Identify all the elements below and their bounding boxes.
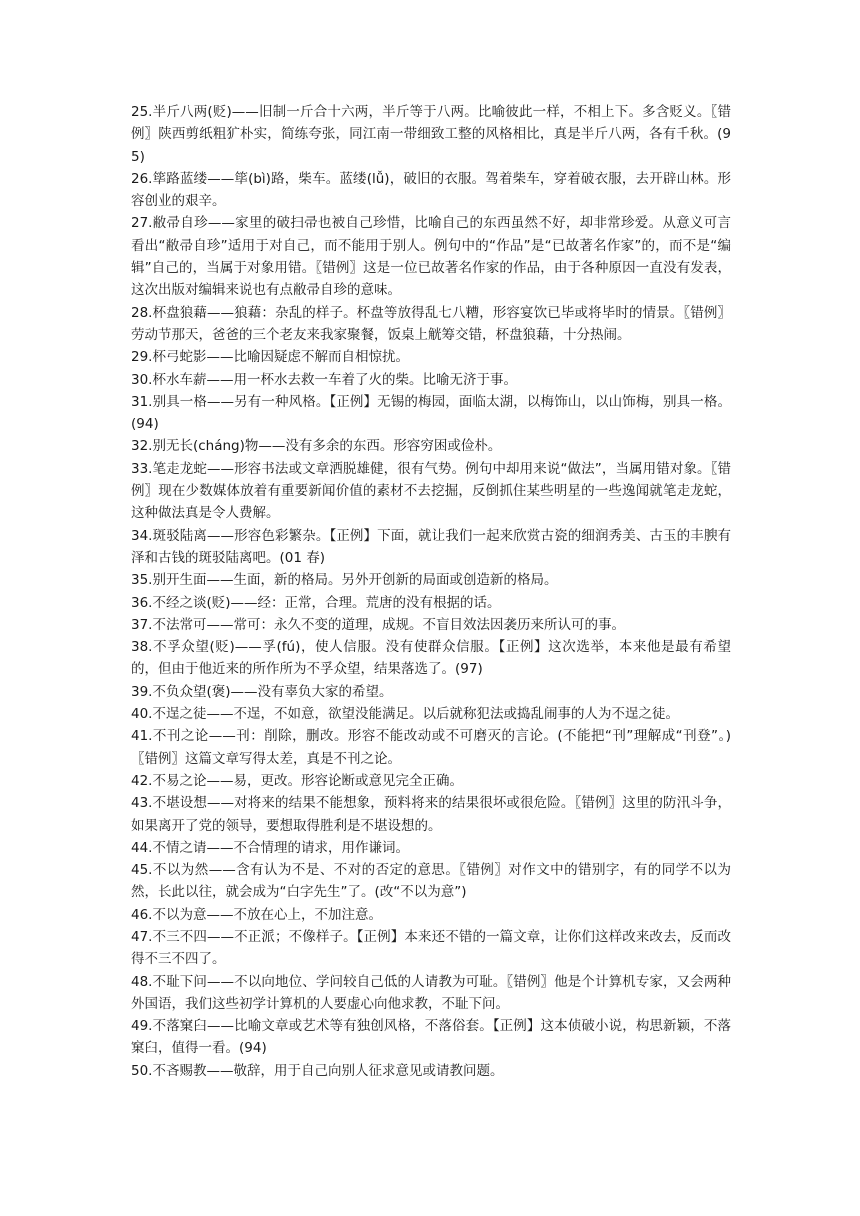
idiom-entry-30: 30.杯水车薪——用一杯水去救一车着了火的柴。比喻无济于事。 (131, 371, 517, 388)
idiom-list (131, 101, 731, 1082)
idiom-entry-34: 34.斑驳陆离——形容色彩繁杂。【正例】下面，就让我们一起来欣赏古瓷的细润秀美、古玉的丰腴有泽和古钱的斑驳陆离吧。(01 春) (131, 527, 731, 566)
idiom-entry-44: 44.不情之请——不合情理的请求，用作谦词。 (131, 839, 409, 856)
idiom-entry-45: 45.不以为然——含有认为不是、不对的否定的意思。〖错例〗对作文中的错别字，有的同学不以为然，长此以往，就会成为“白字先生”了。(改“不以为意”) (131, 862, 731, 901)
idiom-entry-29: 29.杯弓蛇影——比喻因疑虑不解而自相惊扰。 (131, 349, 409, 366)
idiom-entry-39: 39.不负众望(褒)——没有辜负大家的希望。 (131, 683, 393, 700)
idiom-entry-32: 32.别无长(cháng)物——没有多余的东西。形容穷困或俭朴。 (131, 438, 502, 455)
idiom-entry-28: 28.杯盘狼藉——狼藉：杂乱的样子。杯盘等放得乱七八糟，形容宴饮已毕或将毕时的情景。〖错例〗劳动节那天，爸爸的三个老友来我家聚餐，饭桌上觥筹交错，杯盘狼藉，十分热闹。 (131, 304, 731, 343)
idiom-entry-33: 33.笔走龙蛇——形容书法或文章洒脱雄健，很有气势。例句中却用来说“做法”，当属用错对象。〖错例〗现在少数媒体放着有重要新闻价值的素材不去挖掘，反倒抓住某些明星的一些逸闻就笔走龙蛇，这种做法真是令人费解。 (131, 460, 731, 522)
idiom-entry-27: 27.敝帚自珍——家里的破扫帚也被自己珍惜，比喻自己的东西虽然不好，却非常珍爱。从意义可言看出“敝帚自珍”适用于对自己，而不能用于别人。例句中的“作品”是“已故著名作家”的，而不是“编辑”自己的，当属于对象用错。〖错例〗这是一位已故著名作家的作品，由于各种原因一直没有发表，这次出版对编辑来说也有点敝帚自珍的意味。 (131, 215, 731, 299)
idiom-entry-40: 40.不逞之徒——不逞，不如意，欲望没能满足。以后就称犯法或捣乱闹事的人为不逞之徒。 (131, 706, 679, 723)
idiom-entry-43: 43.不堪设想——对将来的结果不能想象，预料将来的结果很坏或很危险。〖错例〗这里的防汛斗争，如果离开了党的领导，要想取得胜利是不堪设想的。 (131, 795, 731, 834)
idiom-entry-41: 41.不刊之论——刊：削除，删改。形容不能改动或不可磨灭的言论。(不能把“刊”理解成“刊登”。)〖错例〗这篇文章写得太差，真是不刊之论。 (131, 728, 731, 767)
idiom-entry-37: 37.不法常可——常可：永久不变的道理，成规。不盲目效法因袭历来所认可的事。 (131, 616, 625, 633)
idiom-entry-48: 48.不耻下问——不以向地位、学问较自己低的人请教为可耻。〖错例〗他是个计算机专家，又会两种外国语，我们这些初学计算机的人要虚心向他求教，不耻下问。 (131, 973, 731, 1012)
idiom-entry-46: 46.不以为意——不放在心上，不加注意。 (131, 906, 382, 923)
idiom-entry-50: 50.不吝赐教——敬辞，用于自己向别人征求意见或请教问题。 (131, 1062, 504, 1079)
idiom-entry-26: 26.筚路蓝缕——筚(bì)路，柴车。蓝缕(lǚ)，破旧的衣服。驾着柴车，穿着破衣服，去开辟山林。形容创业的艰辛。 (131, 170, 731, 210)
idiom-entry-49: 49.不落窠臼——比喻文章或艺术等有独创风格，不落俗套。【正例】这本侦破小说，构思新颖，不落窠臼，值得一看。(94) (131, 1018, 731, 1057)
idiom-entry-47: 47.不三不四——不正派；不像样子。【正例】本来还不错的一篇文章，让你们这样改来改去，反而改得不三不四了。 (131, 928, 731, 968)
idiom-entry-38: 38.不孚众望(贬)——孚(fú)，使人信服。没有使群众信服。【正例】这次选举，本来他是最有希望的，但由于他近来的所作所为不孚众望，结果落选了。(97) (131, 639, 731, 678)
idiom-entry-42: 42.不易之论——易，更改。形容论断或意见完全正确。 (131, 772, 463, 789)
idiom-entry-25: 25.半斤八两(贬)——旧制一斤合十六两，半斤等于八两。比喻彼此一样，不相上下。多含贬义。〖错例〗陕西剪纸粗犷朴实，简练夸张，同江南一带细致工整的风格相比，真是半斤八两，各有千秋。(95) (131, 104, 731, 165)
idiom-entry-35: 35.别开生面——生面，新的格局。另外开创新的局面或创造新的格局。 (131, 572, 558, 589)
idiom-entry-36: 36.不经之谈(贬)——经：正常，合理。荒唐的没有根据的话。 (131, 594, 501, 611)
idiom-entry-31: 31.别具一格——另有一种风格。【正例】无锡的梅园，面临太湖，以梅饰山，以山饰梅，别具一格。(94) (131, 393, 731, 433)
